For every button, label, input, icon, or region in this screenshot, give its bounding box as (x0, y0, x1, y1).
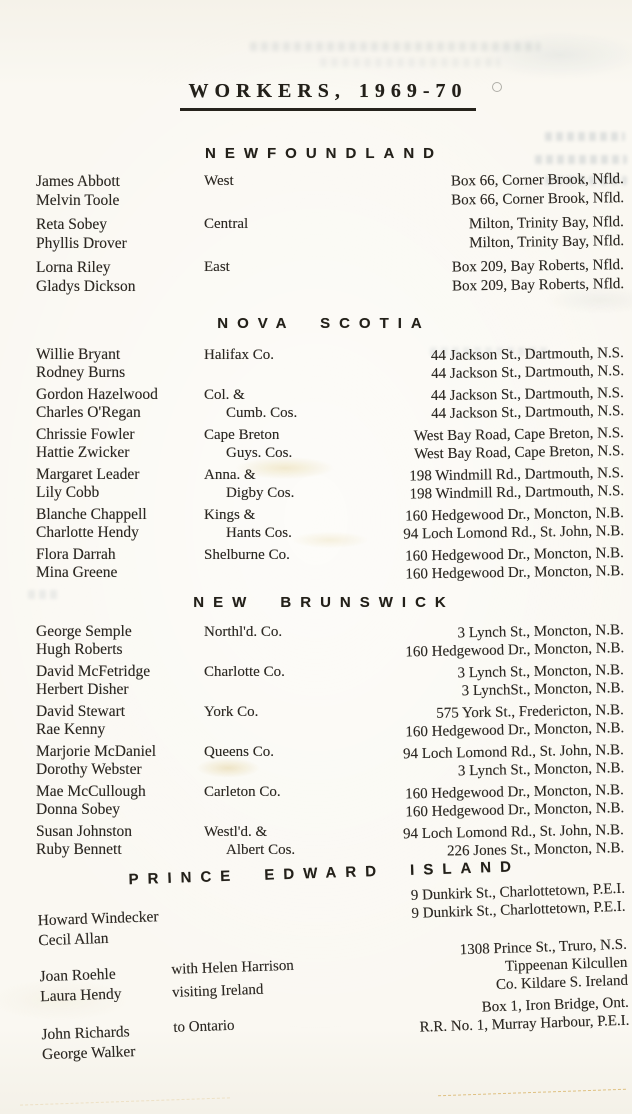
worker-name: Cecil Allan (38, 929, 109, 950)
address-line: 160 Hedgewood Dr., Moncton, N.B. (405, 563, 625, 583)
address-line: Box 1, Iron Bridge, Ont. (481, 994, 630, 1016)
region-column (204, 663, 354, 699)
section-heading: NEW BRUNSWICK (193, 594, 455, 611)
ghost-mark (250, 42, 540, 51)
table-row (0, 823, 632, 859)
address-column (354, 213, 632, 257)
worker-name: George Walker (41, 1043, 136, 1064)
address-line: West Bay Road, Cape Breton, N.S. (413, 425, 624, 445)
worker-name: David Stewart (36, 703, 126, 720)
section-prince-edward-island (0, 855, 632, 1067)
region-label: Hants Cos. (226, 525, 292, 541)
table-row (0, 703, 632, 739)
region-label: York Co. (204, 704, 259, 720)
worker-name: Susan Johnston (36, 823, 133, 840)
worker-name: Margaret Leader (36, 466, 140, 483)
region-label: Anna. & (204, 467, 256, 483)
address-line: Milton, Trinity Bay, Nfld. (468, 214, 624, 233)
region-column (204, 346, 354, 382)
section-heading: PRINCE EDWARD ISLAND (128, 858, 521, 889)
worker-name: Lorna Riley (36, 259, 111, 276)
worker-name: Dorothy Webster (36, 761, 142, 778)
address-line: 3 LynchSt., Moncton, N.B. (461, 680, 625, 700)
address-line: 198 Windmill Rd., Dartmouth, N.S. (409, 465, 624, 485)
address-column (354, 621, 632, 664)
address-column (354, 741, 632, 784)
address-line: 3 Lynch St., Moncton, N.B. (457, 662, 624, 682)
region-column (204, 743, 354, 779)
table-row (0, 346, 632, 382)
table-row (0, 743, 632, 779)
region-column (204, 386, 354, 422)
table-row (0, 172, 632, 210)
worker-name: Howard Windecker (37, 908, 159, 930)
worker-name: James Abbott (36, 173, 120, 190)
table-row (0, 258, 632, 296)
region-label: Northl'd. Co. (204, 624, 283, 640)
address-line: 160 Hedgewood Dr., Moncton, N.B. (405, 545, 624, 565)
names-column (39, 953, 173, 1009)
address-line: 160 Hedgewood Dr., Moncton, N.B. (404, 782, 624, 803)
region-column (204, 426, 354, 462)
table-row (0, 215, 632, 253)
names-column (36, 783, 204, 819)
address-line: Box 66, Corner Brook, Nfld. (451, 190, 625, 209)
worker-name: Rae Kenny (36, 721, 106, 738)
address-line: 198 Windmill Rd., Dartmouth, N.S. (409, 483, 625, 503)
worker-name: Mina Greene (36, 564, 118, 581)
names-column (36, 623, 204, 659)
region-column (169, 891, 356, 947)
region-column (204, 215, 354, 253)
region-label: Halifax Co. (204, 347, 274, 363)
names-column (36, 823, 204, 859)
names-column (37, 897, 171, 951)
section-nova-scotia (0, 315, 632, 582)
address-line: 9 Dunkirk St., Charlottetown, P.E.I. (411, 898, 626, 922)
section-heading: NEWFOUNDLAND (205, 145, 443, 162)
region-label: Digby Cos. (226, 485, 295, 501)
address-column (354, 384, 632, 426)
address-line: 160 Hedgewood Dr., Moncton, N.B. (405, 800, 625, 821)
ghost-mark (545, 132, 625, 141)
region-column (204, 172, 354, 210)
region-label: West (204, 173, 234, 189)
region-label: Kings & (204, 507, 256, 523)
address-line: Milton, Trinity Bay, Nfld. (469, 233, 625, 252)
worker-name: Gladys Dickson (36, 278, 136, 295)
worker-name: Phyllis Drover (36, 235, 127, 252)
worker-name: Willie Bryant (36, 346, 121, 363)
address-line: 94 Loch Lomond Rd., St. John, N.B. (402, 822, 624, 843)
address-line: 94 Loch Lomond Rd., St. John, N.B. (403, 523, 625, 543)
worker-name: Marjorie McDaniel (36, 743, 157, 760)
region-column (204, 623, 354, 659)
worker-name: Reta Sobey (36, 216, 108, 233)
address-column (354, 344, 632, 386)
region-label: Charlotte Co. (204, 664, 285, 680)
region-column (204, 506, 354, 542)
names-column (36, 466, 204, 502)
sections-container (0, 145, 632, 1064)
address-column (354, 464, 632, 506)
table-row (0, 663, 632, 699)
address-column (354, 256, 632, 300)
address-line: 3 Lynch St., Moncton, N.B. (457, 622, 624, 642)
names-column (36, 426, 204, 462)
names-column (36, 703, 204, 739)
address-line: Box 209, Bay Roberts, Nfld. (451, 257, 624, 276)
region-column (173, 1005, 360, 1061)
worker-name: Ruby Bennett (36, 841, 122, 858)
address-line: Tippeenan Kilcullen (504, 954, 628, 975)
address-column (354, 701, 632, 744)
table-row (0, 783, 632, 819)
region-column (171, 947, 358, 1005)
table-row (0, 546, 632, 582)
address-line: 44 Jackson St., Dartmouth, N.S. (431, 363, 625, 383)
region-label: to Ontario (173, 1017, 235, 1036)
names-column (36, 215, 204, 253)
names-column (36, 258, 204, 296)
region-label: Carleton Co. (204, 784, 281, 800)
table-row (0, 506, 632, 542)
address-line: West Bay Road, Cape Breton, N.S. (414, 443, 625, 463)
names-column (36, 346, 204, 382)
worker-name: Charles O'Regan (36, 404, 141, 421)
stain-line (438, 1089, 626, 1097)
address-column (354, 880, 632, 941)
table-row (0, 466, 632, 502)
region-label: Cumb. Cos. (226, 405, 298, 421)
names-column (36, 386, 204, 422)
address-line: 160 Hedgewood Dr., Moncton, N.B. (405, 505, 624, 525)
region-column (204, 703, 354, 739)
worker-name: Hattie Zwicker (36, 444, 130, 461)
address-column (356, 935, 632, 998)
names-column (36, 506, 204, 542)
region-label: Guys. Cos. (226, 445, 293, 461)
section-heading: NOVA SCOTIA (217, 315, 431, 332)
section-new-brunswick (0, 594, 632, 859)
region-label: visiting Ireland (171, 981, 264, 1001)
worker-name: Laura Hendy (39, 985, 122, 1006)
address-column (354, 170, 632, 214)
region-column (204, 466, 354, 502)
worker-name: David McFetridge (36, 663, 151, 680)
address-column (354, 504, 632, 546)
names-column (36, 172, 204, 210)
region-label: Shelburne Co. (204, 547, 290, 563)
page-title: WORKERS, 1969-70 (180, 80, 475, 111)
address-line: 160 Hedgewood Dr., Moncton, N.B. (405, 720, 625, 741)
region-label: Central (204, 216, 249, 232)
table-row (0, 426, 632, 462)
worker-name: George Semple (36, 623, 132, 640)
region-label: Cape Breton (204, 427, 280, 443)
address-line: Box 66, Corner Brook, Nfld. (450, 171, 624, 190)
address-column (354, 424, 632, 466)
address-column (358, 993, 632, 1054)
worker-name: Donna Sobey (36, 801, 120, 818)
names-column (36, 743, 204, 779)
address-line: 1308 Prince St., Truro, N.S. (459, 936, 628, 959)
region-label: with Helen Harrison (171, 957, 295, 978)
worker-name: Charlotte Hendy (36, 524, 139, 541)
stain-line (20, 1097, 230, 1105)
names-column (41, 1011, 175, 1065)
table-row (0, 386, 632, 422)
title-block (12, 80, 632, 111)
region-column (204, 823, 354, 859)
address-line: 226 Jones St., Moncton, N.B. (446, 840, 625, 860)
worker-name: Blanche Chappell (36, 506, 147, 523)
worker-name: Rodney Burns (36, 364, 126, 381)
table-row (0, 623, 632, 659)
region-label: East (204, 259, 230, 275)
region-label: Queens Co. (204, 744, 274, 760)
address-column (354, 661, 632, 704)
section-newfoundland (0, 145, 632, 296)
address-line: 44 Jackson St., Dartmouth, N.S. (431, 403, 625, 423)
region-label: Albert Cos. (226, 842, 296, 858)
names-column (36, 663, 204, 699)
address-line: R.R. No. 1, Murray Harbour, P.E.I. (419, 1012, 630, 1036)
address-line: 9 Dunkirk St., Charlottetown, P.E.I. (410, 880, 626, 904)
worker-name: John Richards (41, 1023, 130, 1044)
address-column (354, 544, 632, 586)
region-column (204, 258, 354, 296)
address-line: 575 York St., Fredericton, N.B. (436, 702, 624, 722)
address-line: 160 Hedgewood Dr., Moncton, N.B. (405, 640, 625, 661)
region-label: Col. & (204, 387, 245, 403)
worker-name: Hugh Roberts (36, 641, 123, 658)
worker-name: Joan Roehle (39, 965, 116, 986)
ghost-mark (320, 58, 500, 67)
region-label: Westl'd. & (204, 824, 268, 840)
worker-name: Herbert Disher (36, 681, 129, 698)
address-column (354, 781, 632, 824)
address-line: Box 209, Bay Roberts, Nfld. (451, 276, 625, 295)
address-line: Co. Kildare S. Ireland (495, 972, 629, 994)
worker-name: Gordon Hazelwood (36, 386, 158, 403)
worker-name: Chrissie Fowler (36, 426, 135, 443)
names-column (36, 546, 204, 582)
region-column (204, 546, 354, 582)
worker-name: Lily Cobb (36, 484, 100, 501)
address-line: 44 Jackson St., Dartmouth, N.S. (430, 385, 624, 405)
address-line: 44 Jackson St., Dartmouth, N.S. (430, 345, 624, 365)
worker-name: Flora Darrah (36, 546, 116, 563)
worker-name: Mae McCullough (36, 783, 146, 800)
address-line: 3 Lynch St., Moncton, N.B. (457, 760, 625, 780)
worker-name: Melvin Toole (36, 192, 120, 209)
region-column (204, 783, 354, 819)
address-line: 94 Loch Lomond Rd., St. John, N.B. (402, 742, 624, 763)
